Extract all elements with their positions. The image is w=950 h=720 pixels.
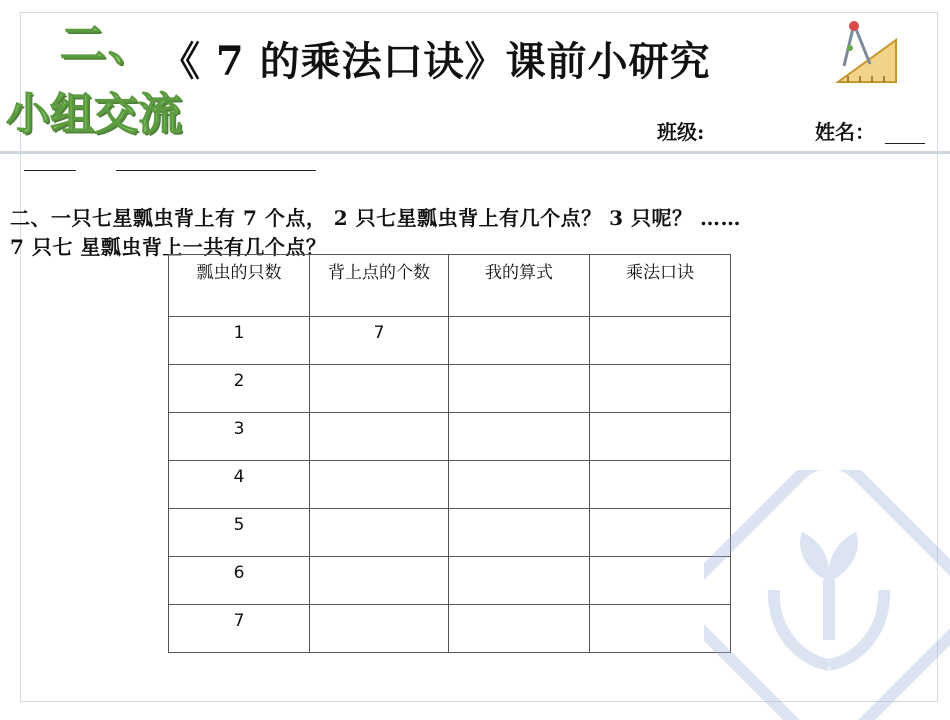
- class-label: 班级:: [657, 120, 705, 144]
- cell-formula[interactable]: [449, 461, 590, 509]
- cell-formula[interactable]: [449, 557, 590, 605]
- table-row: [169, 605, 731, 653]
- name-label: 姓名：: [815, 120, 875, 144]
- class-underline-right[interactable]: [116, 170, 316, 171]
- cell-formula[interactable]: [449, 413, 590, 461]
- header-divider: [0, 151, 950, 154]
- cell-rhyme[interactable]: [590, 413, 731, 461]
- section-mark: 二、: [60, 17, 156, 71]
- table-row: [169, 557, 731, 605]
- cell-count: 2: [169, 365, 310, 413]
- cell-dots[interactable]: [310, 605, 449, 653]
- cell-dots[interactable]: [310, 557, 449, 605]
- cell-count: 1: [169, 317, 310, 365]
- cell-formula[interactable]: [449, 509, 590, 557]
- header-dots-count: 背上点的个数: [310, 255, 449, 317]
- table-row: [169, 317, 731, 365]
- cell-formula[interactable]: [449, 365, 590, 413]
- answer-table: [168, 254, 731, 653]
- cell-dots[interactable]: [310, 413, 449, 461]
- page-title: 《 7 的乘法口诀》课前小研究: [160, 38, 711, 85]
- cell-count: 7: [169, 605, 310, 653]
- cell-formula[interactable]: [449, 317, 590, 365]
- cell-count: 4: [169, 461, 310, 509]
- cell-dots[interactable]: [310, 509, 449, 557]
- sprout-hands-logo-icon: [704, 470, 950, 720]
- header-ladybug-count: 瓢虫的只数: [169, 255, 310, 317]
- group-label: 小组交流: [6, 89, 182, 140]
- table-row: [169, 509, 731, 557]
- header-multiplication-rhyme: 乘法口诀: [590, 255, 731, 317]
- name-underline[interactable]: [885, 143, 925, 144]
- cell-rhyme[interactable]: [590, 365, 731, 413]
- cell-formula[interactable]: [449, 605, 590, 653]
- table-row: [169, 365, 731, 413]
- question-line-2: 7 只七 星瓢虫背上一共有几个点？: [10, 235, 327, 259]
- cell-dots[interactable]: 7: [310, 317, 449, 365]
- class-underline-left[interactable]: [24, 170, 76, 171]
- ruler-compass-icon: [830, 18, 902, 90]
- table-row: [169, 413, 731, 461]
- cell-dots[interactable]: [310, 365, 449, 413]
- cell-rhyme[interactable]: [590, 317, 731, 365]
- question-line-1: 二、一只七星瓢虫背上有 7 个点， 2 只七星瓢虫背上有几个点？ 3 只呢？ ……: [10, 206, 741, 230]
- cell-dots[interactable]: [310, 461, 449, 509]
- cell-count: 6: [169, 557, 310, 605]
- cell-count: 5: [169, 509, 310, 557]
- table-header-row: [169, 255, 731, 317]
- cell-count: 3: [169, 413, 310, 461]
- header-my-formula: 我的算式: [449, 255, 590, 317]
- table-row: [169, 461, 731, 509]
